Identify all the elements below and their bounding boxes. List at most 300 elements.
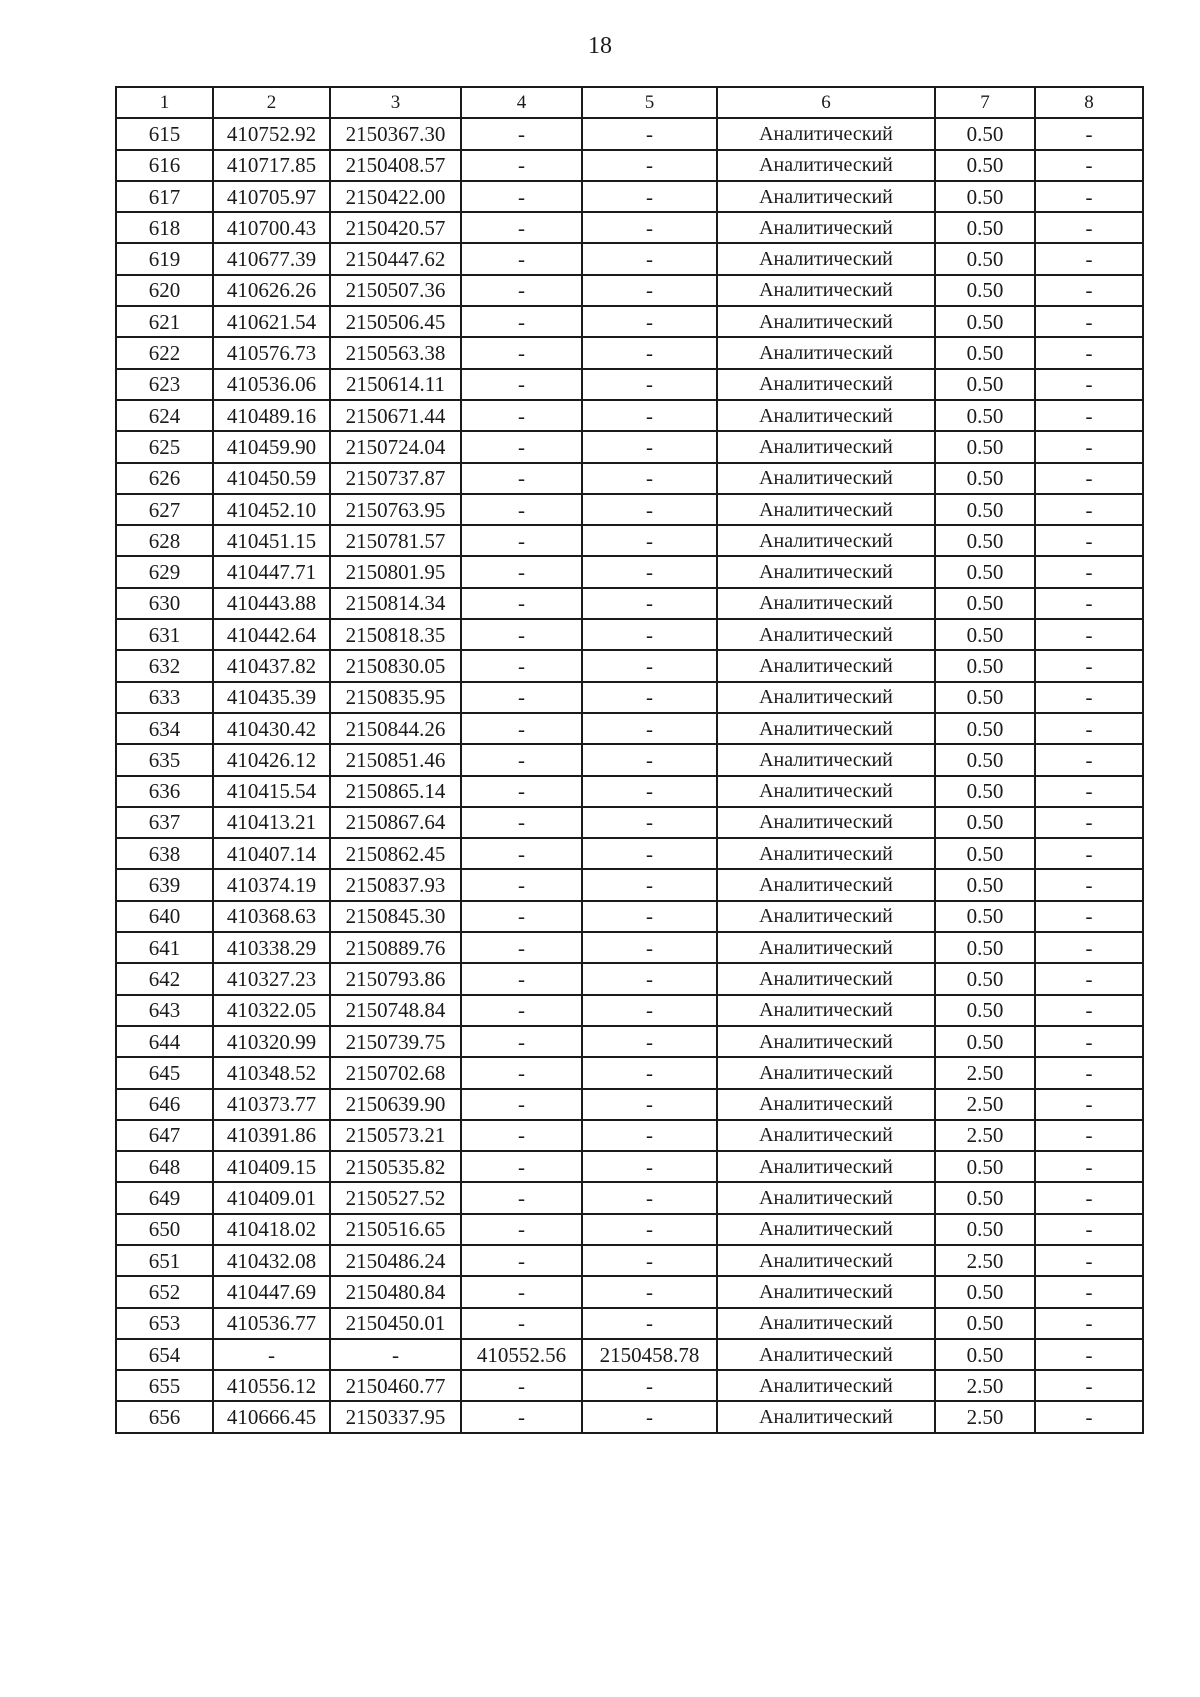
table-header-row: [116, 87, 1143, 118]
coord-x-cell: 410447.69: [213, 1276, 330, 1307]
point-number-cell: 637: [116, 807, 213, 838]
accuracy-cell: 0.50: [935, 1151, 1035, 1182]
point-number-cell: 639: [116, 869, 213, 900]
method-cell: Аналитический: [717, 275, 935, 306]
column-8-cell: -: [1035, 494, 1143, 525]
coord-y-cell: 2150480.84: [330, 1276, 461, 1307]
point-number-cell: 655: [116, 1370, 213, 1401]
method-cell: Аналитический: [717, 463, 935, 494]
coord-x-alt-cell: -: [461, 1182, 582, 1213]
accuracy-cell: 0.50: [935, 1026, 1035, 1057]
coord-y-alt-cell: -: [582, 494, 717, 525]
coord-y-alt-cell: -: [582, 869, 717, 900]
method-cell: Аналитический: [717, 995, 935, 1026]
column-8-cell: -: [1035, 1089, 1143, 1120]
coord-y-cell: 2150573.21: [330, 1120, 461, 1151]
header-cell: 8: [1035, 87, 1143, 118]
point-number-cell: 647: [116, 1120, 213, 1151]
point-number-cell: 633: [116, 682, 213, 713]
point-number-cell: 621: [116, 306, 213, 337]
method-cell: Аналитический: [717, 525, 935, 556]
coord-y-alt-cell: -: [582, 650, 717, 681]
method-cell: Аналитический: [717, 963, 935, 994]
coord-y-alt-cell: -: [582, 275, 717, 306]
coord-y-cell: 2150671.44: [330, 400, 461, 431]
coord-y-alt-cell: -: [582, 556, 717, 587]
table-body: [116, 118, 1143, 1432]
method-cell: Аналитический: [717, 1245, 935, 1276]
accuracy-cell: 0.50: [935, 494, 1035, 525]
coord-y-alt-cell: -: [582, 181, 717, 212]
accuracy-cell: 0.50: [935, 744, 1035, 775]
accuracy-cell: 0.50: [935, 776, 1035, 807]
coord-x-alt-cell: -: [461, 901, 582, 932]
coord-x-alt-cell: -: [461, 369, 582, 400]
coord-y-cell: 2150737.87: [330, 463, 461, 494]
point-number-cell: 622: [116, 337, 213, 368]
coord-x-alt-cell: -: [461, 932, 582, 963]
table-row: [116, 1120, 1143, 1151]
coord-x-alt-cell: -: [461, 150, 582, 181]
header-cell: 1: [116, 87, 213, 118]
method-cell: Аналитический: [717, 682, 935, 713]
coord-y-cell: 2150739.75: [330, 1026, 461, 1057]
coord-y-cell: 2150844.26: [330, 713, 461, 744]
coord-x-cell: 410450.59: [213, 463, 330, 494]
table-row: [116, 838, 1143, 869]
table-row: [116, 588, 1143, 619]
accuracy-cell: 0.50: [935, 400, 1035, 431]
coord-x-alt-cell: -: [461, 619, 582, 650]
coord-x-cell: 410418.02: [213, 1214, 330, 1245]
coord-y-cell: 2150422.00: [330, 181, 461, 212]
method-cell: Аналитический: [717, 118, 935, 149]
table-row: [116, 1057, 1143, 1088]
accuracy-cell: 2.50: [935, 1401, 1035, 1432]
coord-x-cell: 410415.54: [213, 776, 330, 807]
table-row: [116, 901, 1143, 932]
coord-x-cell: 410373.77: [213, 1089, 330, 1120]
method-cell: Аналитический: [717, 337, 935, 368]
coord-x-cell: 410320.99: [213, 1026, 330, 1057]
column-8-cell: -: [1035, 869, 1143, 900]
coord-y-cell: 2150818.35: [330, 619, 461, 650]
column-8-cell: -: [1035, 463, 1143, 494]
column-8-cell: -: [1035, 963, 1143, 994]
table-row: [116, 1182, 1143, 1213]
accuracy-cell: 0.50: [935, 901, 1035, 932]
coord-x-cell: 410432.08: [213, 1245, 330, 1276]
point-number-cell: 634: [116, 713, 213, 744]
coord-x-alt-cell: -: [461, 838, 582, 869]
coord-y-alt-cell: -: [582, 1026, 717, 1057]
method-cell: Аналитический: [717, 243, 935, 274]
point-number-cell: 638: [116, 838, 213, 869]
accuracy-cell: 2.50: [935, 1245, 1035, 1276]
coord-x-alt-cell: -: [461, 1120, 582, 1151]
accuracy-cell: 0.50: [935, 619, 1035, 650]
coord-y-cell: 2150639.90: [330, 1089, 461, 1120]
coord-x-cell: 410677.39: [213, 243, 330, 274]
method-cell: Аналитический: [717, 150, 935, 181]
column-8-cell: -: [1035, 212, 1143, 243]
coord-x-cell: 410409.15: [213, 1151, 330, 1182]
coord-y-cell: 2150862.45: [330, 838, 461, 869]
coord-y-alt-cell: -: [582, 212, 717, 243]
accuracy-cell: 0.50: [935, 838, 1035, 869]
coord-y-alt-cell: -: [582, 807, 717, 838]
accuracy-cell: 0.50: [935, 1214, 1035, 1245]
coord-x-cell: 410327.23: [213, 963, 330, 994]
coord-x-cell: 410717.85: [213, 150, 330, 181]
coord-x-alt-cell: -: [461, 181, 582, 212]
column-8-cell: -: [1035, 1401, 1143, 1432]
point-number-cell: 617: [116, 181, 213, 212]
column-8-cell: -: [1035, 556, 1143, 587]
coord-y-alt-cell: -: [582, 400, 717, 431]
coord-x-alt-cell: -: [461, 869, 582, 900]
accuracy-cell: 0.50: [935, 1308, 1035, 1339]
table-row: [116, 1245, 1143, 1276]
table-row: [116, 243, 1143, 274]
coord-x-cell: 410452.10: [213, 494, 330, 525]
accuracy-cell: 2.50: [935, 1089, 1035, 1120]
coord-y-alt-cell: -: [582, 150, 717, 181]
table-row: [116, 932, 1143, 963]
table-row: [116, 306, 1143, 337]
accuracy-cell: 0.50: [935, 431, 1035, 462]
coord-x-alt-cell: -: [461, 1276, 582, 1307]
coord-y-cell: 2150507.36: [330, 275, 461, 306]
column-8-cell: -: [1035, 776, 1143, 807]
coord-x-alt-cell: -: [461, 400, 582, 431]
coord-x-cell: 410666.45: [213, 1401, 330, 1432]
accuracy-cell: 0.50: [935, 932, 1035, 963]
table-row: [116, 1308, 1143, 1339]
coord-x-alt-cell: -: [461, 431, 582, 462]
column-8-cell: -: [1035, 1214, 1143, 1245]
method-cell: Аналитический: [717, 713, 935, 744]
column-8-cell: -: [1035, 901, 1143, 932]
accuracy-cell: 0.50: [935, 713, 1035, 744]
coord-x-alt-cell: 410552.56: [461, 1339, 582, 1370]
accuracy-cell: 2.50: [935, 1120, 1035, 1151]
coord-y-cell: 2150563.38: [330, 337, 461, 368]
method-cell: Аналитический: [717, 932, 935, 963]
coord-y-cell: 2150460.77: [330, 1370, 461, 1401]
accuracy-cell: 0.50: [935, 650, 1035, 681]
coord-y-alt-cell: -: [582, 1245, 717, 1276]
method-cell: Аналитический: [717, 1182, 935, 1213]
coord-x-cell: 410705.97: [213, 181, 330, 212]
column-8-cell: -: [1035, 243, 1143, 274]
accuracy-cell: 0.50: [935, 337, 1035, 368]
method-cell: Аналитический: [717, 838, 935, 869]
accuracy-cell: 0.50: [935, 588, 1035, 619]
coord-y-cell: 2150781.57: [330, 525, 461, 556]
coord-x-cell: 410700.43: [213, 212, 330, 243]
accuracy-cell: 0.50: [935, 369, 1035, 400]
table-row: [116, 776, 1143, 807]
method-cell: Аналитический: [717, 1151, 935, 1182]
coord-x-alt-cell: -: [461, 494, 582, 525]
coord-x-alt-cell: -: [461, 275, 582, 306]
coord-y-cell: -: [330, 1339, 461, 1370]
coord-y-cell: 2150835.95: [330, 682, 461, 713]
point-number-cell: 652: [116, 1276, 213, 1307]
point-number-cell: 645: [116, 1057, 213, 1088]
coord-y-alt-cell: -: [582, 1182, 717, 1213]
coord-x-alt-cell: -: [461, 1026, 582, 1057]
method-cell: Аналитический: [717, 1276, 935, 1307]
table-row: [116, 337, 1143, 368]
coord-y-alt-cell: -: [582, 995, 717, 1026]
table-row: [116, 494, 1143, 525]
column-8-cell: -: [1035, 1308, 1143, 1339]
column-8-cell: -: [1035, 1120, 1143, 1151]
column-8-cell: -: [1035, 713, 1143, 744]
coord-x-cell: 410536.06: [213, 369, 330, 400]
coord-x-cell: 410322.05: [213, 995, 330, 1026]
column-8-cell: -: [1035, 400, 1143, 431]
coord-y-alt-cell: -: [582, 1057, 717, 1088]
column-8-cell: -: [1035, 682, 1143, 713]
accuracy-cell: 0.50: [935, 963, 1035, 994]
column-8-cell: -: [1035, 369, 1143, 400]
method-cell: Аналитический: [717, 181, 935, 212]
coord-y-alt-cell: -: [582, 525, 717, 556]
table-row: [116, 150, 1143, 181]
point-number-cell: 654: [116, 1339, 213, 1370]
coord-x-cell: 410368.63: [213, 901, 330, 932]
coord-x-cell: 410437.82: [213, 650, 330, 681]
point-number-cell: 642: [116, 963, 213, 994]
coord-y-cell: 2150535.82: [330, 1151, 461, 1182]
column-8-cell: -: [1035, 1057, 1143, 1088]
point-number-cell: 650: [116, 1214, 213, 1245]
coord-y-alt-cell: -: [582, 776, 717, 807]
table-row: [116, 1276, 1143, 1307]
table-row: [116, 1370, 1143, 1401]
method-cell: Аналитический: [717, 369, 935, 400]
coord-x-alt-cell: -: [461, 650, 582, 681]
coord-y-alt-cell: -: [582, 588, 717, 619]
method-cell: Аналитический: [717, 807, 935, 838]
coord-y-alt-cell: -: [582, 337, 717, 368]
table-row: [116, 118, 1143, 149]
coord-y-alt-cell: -: [582, 901, 717, 932]
method-cell: Аналитический: [717, 1401, 935, 1432]
coord-y-cell: 2150867.64: [330, 807, 461, 838]
coord-y-cell: 2150420.57: [330, 212, 461, 243]
column-8-cell: -: [1035, 337, 1143, 368]
table-row: [116, 463, 1143, 494]
coord-x-cell: 410374.19: [213, 869, 330, 900]
column-8-cell: -: [1035, 1370, 1143, 1401]
coord-y-alt-cell: -: [582, 306, 717, 337]
table-row: [116, 682, 1143, 713]
column-8-cell: -: [1035, 1339, 1143, 1370]
accuracy-cell: 0.50: [935, 682, 1035, 713]
coord-x-alt-cell: -: [461, 463, 582, 494]
coord-y-alt-cell: -: [582, 963, 717, 994]
table-row: [116, 995, 1143, 1026]
column-8-cell: -: [1035, 588, 1143, 619]
coord-x-alt-cell: -: [461, 1214, 582, 1245]
method-cell: Аналитический: [717, 588, 935, 619]
coord-x-cell: 410442.64: [213, 619, 330, 650]
point-number-cell: 616: [116, 150, 213, 181]
coord-x-cell: 410409.01: [213, 1182, 330, 1213]
coord-y-alt-cell: -: [582, 1401, 717, 1432]
accuracy-cell: 0.50: [935, 1182, 1035, 1213]
point-number-cell: 631: [116, 619, 213, 650]
coord-y-cell: 2150447.62: [330, 243, 461, 274]
method-cell: Аналитический: [717, 1308, 935, 1339]
coord-y-cell: 2150845.30: [330, 901, 461, 932]
column-8-cell: -: [1035, 650, 1143, 681]
coord-x-alt-cell: -: [461, 337, 582, 368]
coord-y-cell: 2150837.93: [330, 869, 461, 900]
table-row: [116, 619, 1143, 650]
coord-y-alt-cell: -: [582, 369, 717, 400]
point-number-cell: 632: [116, 650, 213, 681]
point-number-cell: 648: [116, 1151, 213, 1182]
header-cell: 5: [582, 87, 717, 118]
table-row: [116, 807, 1143, 838]
coord-y-alt-cell: -: [582, 1276, 717, 1307]
method-cell: Аналитический: [717, 400, 935, 431]
point-number-cell: 620: [116, 275, 213, 306]
table-row: [116, 275, 1143, 306]
coord-y-alt-cell: -: [582, 1214, 717, 1245]
coord-y-cell: 2150367.30: [330, 118, 461, 149]
table-row: [116, 713, 1143, 744]
coord-x-alt-cell: -: [461, 963, 582, 994]
method-cell: Аналитический: [717, 1120, 935, 1151]
accuracy-cell: 0.50: [935, 556, 1035, 587]
coord-y-cell: 2150702.68: [330, 1057, 461, 1088]
table-row: [116, 1214, 1143, 1245]
coord-y-cell: 2150865.14: [330, 776, 461, 807]
column-8-cell: -: [1035, 838, 1143, 869]
coord-y-cell: 2150801.95: [330, 556, 461, 587]
column-8-cell: -: [1035, 306, 1143, 337]
accuracy-cell: 0.50: [935, 275, 1035, 306]
accuracy-cell: 0.50: [935, 181, 1035, 212]
column-8-cell: -: [1035, 995, 1143, 1026]
method-cell: Аналитический: [717, 306, 935, 337]
method-cell: Аналитический: [717, 1339, 935, 1370]
coord-x-cell: 410348.52: [213, 1057, 330, 1088]
point-number-cell: 636: [116, 776, 213, 807]
column-8-cell: -: [1035, 181, 1143, 212]
point-number-cell: 635: [116, 744, 213, 775]
coord-x-alt-cell: -: [461, 1089, 582, 1120]
accuracy-cell: 0.50: [935, 995, 1035, 1026]
column-8-cell: -: [1035, 1276, 1143, 1307]
point-number-cell: 643: [116, 995, 213, 1026]
method-cell: Аналитический: [717, 901, 935, 932]
coord-x-alt-cell: -: [461, 1057, 582, 1088]
coord-y-alt-cell: -: [582, 1370, 717, 1401]
table-row: [116, 744, 1143, 775]
accuracy-cell: 0.50: [935, 118, 1035, 149]
method-cell: Аналитический: [717, 619, 935, 650]
method-cell: Аналитический: [717, 869, 935, 900]
coord-y-cell: 2150830.05: [330, 650, 461, 681]
coord-y-cell: 2150486.24: [330, 1245, 461, 1276]
coord-x-cell: 410443.88: [213, 588, 330, 619]
point-number-cell: 628: [116, 525, 213, 556]
accuracy-cell: 2.50: [935, 1370, 1035, 1401]
header-cell: 3: [330, 87, 461, 118]
method-cell: Аналитический: [717, 1026, 935, 1057]
method-cell: Аналитический: [717, 744, 935, 775]
table-row: [116, 650, 1143, 681]
accuracy-cell: 2.50: [935, 1057, 1035, 1088]
coord-y-cell: 2150337.95: [330, 1401, 461, 1432]
coord-x-alt-cell: -: [461, 212, 582, 243]
table-row: [116, 181, 1143, 212]
header-cell: 4: [461, 87, 582, 118]
column-8-cell: -: [1035, 1026, 1143, 1057]
coord-y-cell: 2150506.45: [330, 306, 461, 337]
column-8-cell: -: [1035, 807, 1143, 838]
coord-y-alt-cell: -: [582, 619, 717, 650]
coord-y-cell: 2150516.65: [330, 1214, 461, 1245]
point-number-cell: 629: [116, 556, 213, 587]
accuracy-cell: 0.50: [935, 869, 1035, 900]
point-number-cell: 644: [116, 1026, 213, 1057]
coord-x-alt-cell: -: [461, 243, 582, 274]
coord-x-cell: 410435.39: [213, 682, 330, 713]
point-number-cell: 625: [116, 431, 213, 462]
point-number-cell: 623: [116, 369, 213, 400]
accuracy-cell: 0.50: [935, 1339, 1035, 1370]
point-number-cell: 630: [116, 588, 213, 619]
table-row: [116, 869, 1143, 900]
column-8-cell: -: [1035, 150, 1143, 181]
column-8-cell: -: [1035, 1151, 1143, 1182]
accuracy-cell: 0.50: [935, 212, 1035, 243]
point-number-cell: 619: [116, 243, 213, 274]
coord-y-cell: 2150814.34: [330, 588, 461, 619]
coord-y-cell: 2150889.76: [330, 932, 461, 963]
column-8-cell: -: [1035, 619, 1143, 650]
point-number-cell: 640: [116, 901, 213, 932]
coord-y-alt-cell: 2150458.78: [582, 1339, 717, 1370]
point-number-cell: 653: [116, 1308, 213, 1339]
column-8-cell: -: [1035, 525, 1143, 556]
table-row: [116, 1339, 1143, 1370]
accuracy-cell: 0.50: [935, 807, 1035, 838]
table-row: [116, 1401, 1143, 1432]
point-number-cell: 624: [116, 400, 213, 431]
coord-x-alt-cell: -: [461, 1370, 582, 1401]
method-cell: Аналитический: [717, 1057, 935, 1088]
accuracy-cell: 0.50: [935, 463, 1035, 494]
table-row: [116, 431, 1143, 462]
table-row: [116, 369, 1143, 400]
column-8-cell: -: [1035, 118, 1143, 149]
coord-y-alt-cell: -: [582, 463, 717, 494]
method-cell: Аналитический: [717, 1214, 935, 1245]
table-row: [116, 556, 1143, 587]
column-8-cell: -: [1035, 275, 1143, 306]
page-number: 18: [588, 33, 612, 59]
table-row: [116, 963, 1143, 994]
